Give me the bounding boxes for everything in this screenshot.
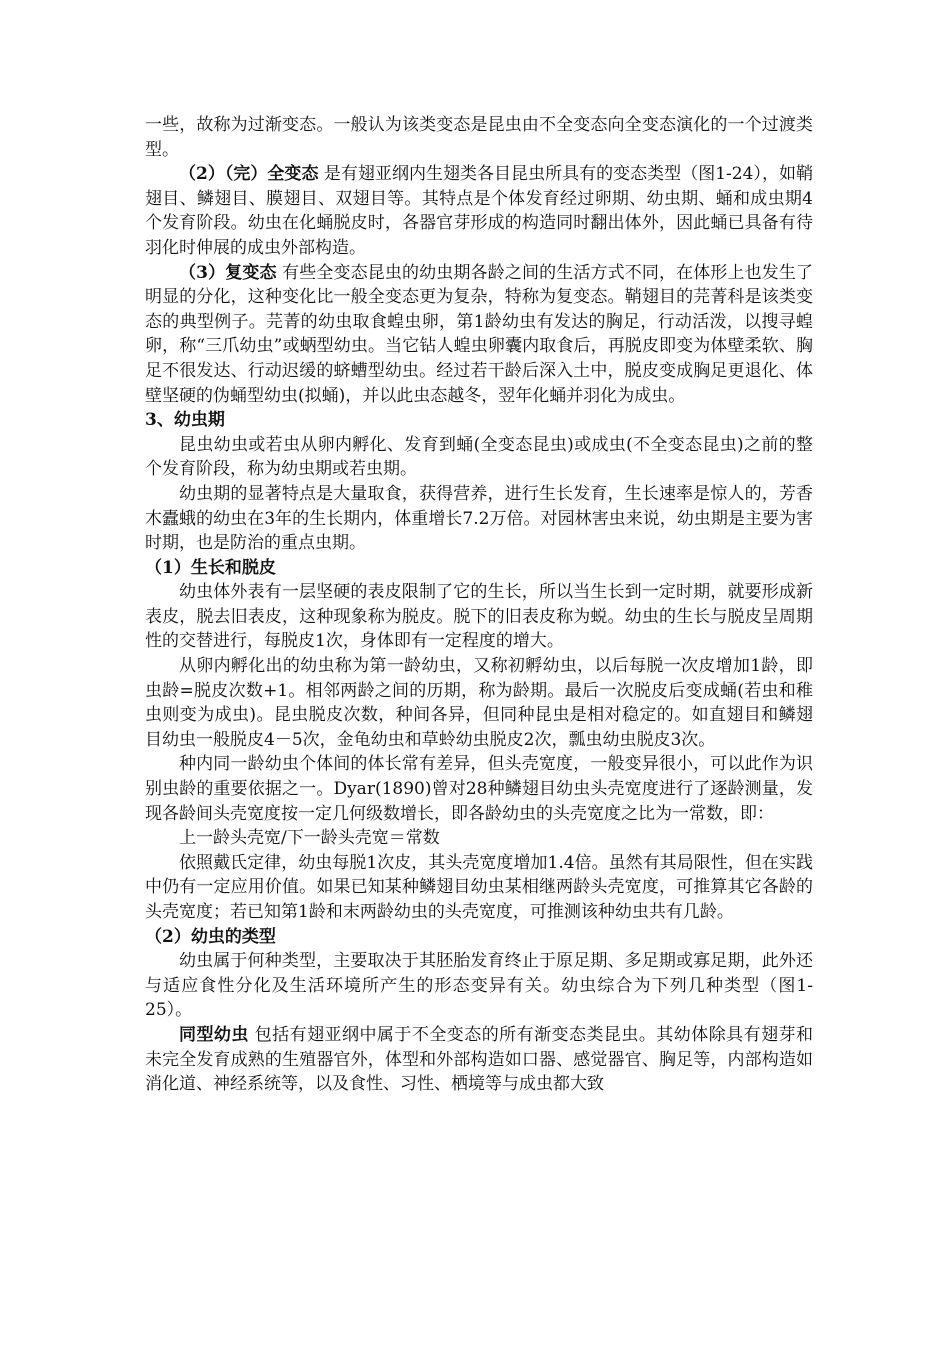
section-heading-larval-stage: 3、幼虫期: [145, 410, 225, 431]
paragraph-larval-types: 幼虫属于何种类型，主要取决于其胚胎发育终止于原足期、多足期或寡足期，此外还与适应食性分化及生活环境所产生的形态变异有关。幼虫综合为下列几种类型（图1-25）。: [145, 951, 813, 1021]
term-complete-metamorphosis: （2）（完）全变态: [179, 164, 319, 185]
formula-line: 上一龄头壳宽/下一龄头壳宽＝常数: [179, 828, 440, 849]
paragraph-larval-feeding: 幼虫期的显著特点是大量取食，获得营养，进行生长发育，生长速率是惊人的，芳香木蠹蛾的幼虫在3年的生长期内，体重增长7.2万倍。对园林害虫来说，幼虫期是主要为害时期，也是防治的重点虫期。: [145, 483, 813, 554]
paragraph-complete-metamorphosis: [145, 162, 813, 260]
paragraph-larval-definition: 昆虫幼虫或若虫从卵内孵化、发育到蛹(全变态昆虫)或成虫(不全变态昆虫)之前的整个发育阶段，称为幼虫期或若虫期。: [145, 434, 813, 480]
paragraph-instar: 从卵内孵化出的幼虫称为第一龄幼虫，又称初孵幼虫，以后每脱一次皮增加1龄，即虫龄=脱皮次数+1。相邻两龄之间的历期，称为龄期。最后一次脱皮后变成蛹(若虫和稚虫则变为成虫)。昆虫脱皮次数，种间各异，但同种昆虫是相对稳定的。如直翅目和鳞翅目幼虫一般脱皮4－5次，金龟幼虫和草蛉幼虫脱皮2次，瓢虫幼虫脱皮3次。: [145, 656, 813, 750]
term-homomorphic-larva: 同型幼虫: [179, 1024, 249, 1045]
paragraph-dyar-law: 依照戴氏定律，幼虫每脱1次皮，其头壳宽度增加1.4倍。虽然有其局限性，但在实践中仍有一定应用价值。如果已知某种鳞翅目幼虫某相继两龄头壳宽度，可推算其它各龄的头壳宽度；若已知第1龄和末两龄幼虫的头壳宽度，可推测该种幼虫共有几龄。: [145, 852, 813, 922]
term-hypermetamorphosis: （3）复变态: [179, 262, 277, 283]
paragraph-molting: 幼虫体外表有一层坚硬的表皮限制了它的生长，所以当生长到一定时期，就要形成新表皮，脱去旧表皮，这种现象称为脱皮。脱下的旧表皮称为蜕。幼虫的生长与脱皮呈周期性的交替进行，每脱皮1次，身体即有一定程度的增大。: [145, 582, 813, 652]
paragraph-body: 是有翅亚纲内生翅类各目昆虫所具有的变态类型（图1-24），如鞘翅目、鳞翅目、膜翅目、双翅目等。其特点是个体发育经过卵期、幼虫期、蛹和成虫期4个发育阶段。幼虫在化蛹脱皮时，各器官芽形成的构造同时翻出体外，因此蛹已具备有待羽化时伸展的成虫外部构造。: [145, 164, 813, 258]
paragraph-homomorphic-larva: [145, 1023, 813, 1097]
document-page: [145, 113, 813, 1097]
paragraph-body: 有些全变态昆虫的幼虫期各龄之间的生活方式不同，在体形上也发生了明显的分化，这种变化比一般全变态更为复杂，特称为复变态。鞘翅目的芫菁科是该类变态的典型例子。芫菁的幼虫取食蝗虫卵，第1龄幼虫有发达的胸足，行动活泼，以搜寻蝗卵，称“三爪幼虫”或蛃型幼虫。当它钻人蝗虫卵囊内取食后，再脱皮即变为体壁柔软、胸足不很发达、行动迟缓的蛴螬型幼虫。经过若干龄后深入土中，脱皮变成胸足更退化、体壁坚硬的伪蛹型幼虫(拟蛹)，并以此虫态越冬，翌年化蛹并羽化为成虫。: [145, 262, 813, 406]
subheading-growth-molting: （1）生长和脱皮: [145, 557, 276, 578]
paragraph-continuation: 一些，故称为过渐变态。一般认为该类变态是昆虫由不全变态向全变态演化的一个过渡类型。: [145, 115, 813, 160]
paragraph-hypermetamorphosis: [145, 261, 813, 409]
subheading-larval-types: （2）幼虫的类型: [145, 926, 276, 947]
paragraph-body: 包括有翅亚纲中属于不全变态的所有渐变态类昆虫。其幼体除具有翅芽和未完全发育成熟的生殖器官外，体型和外部构造如口器、感觉器官、胸足等，内部构造如消化道、神经系统等，以及食性、习性、栖境等与成虫都大致: [145, 1024, 813, 1095]
paragraph-head-capsule: 种内同一龄幼虫个体间的体长常有差异，但头壳宽度，一般变异很小，可以此作为识别虫龄的重要依据之一。Dyar(1890)曾对28种鳞翅目幼虫头壳宽度进行了逐龄测量，发现各龄间头壳宽度按一定几何级数增长，即各龄幼虫的头壳宽度之比为一常数，即：: [145, 754, 813, 824]
